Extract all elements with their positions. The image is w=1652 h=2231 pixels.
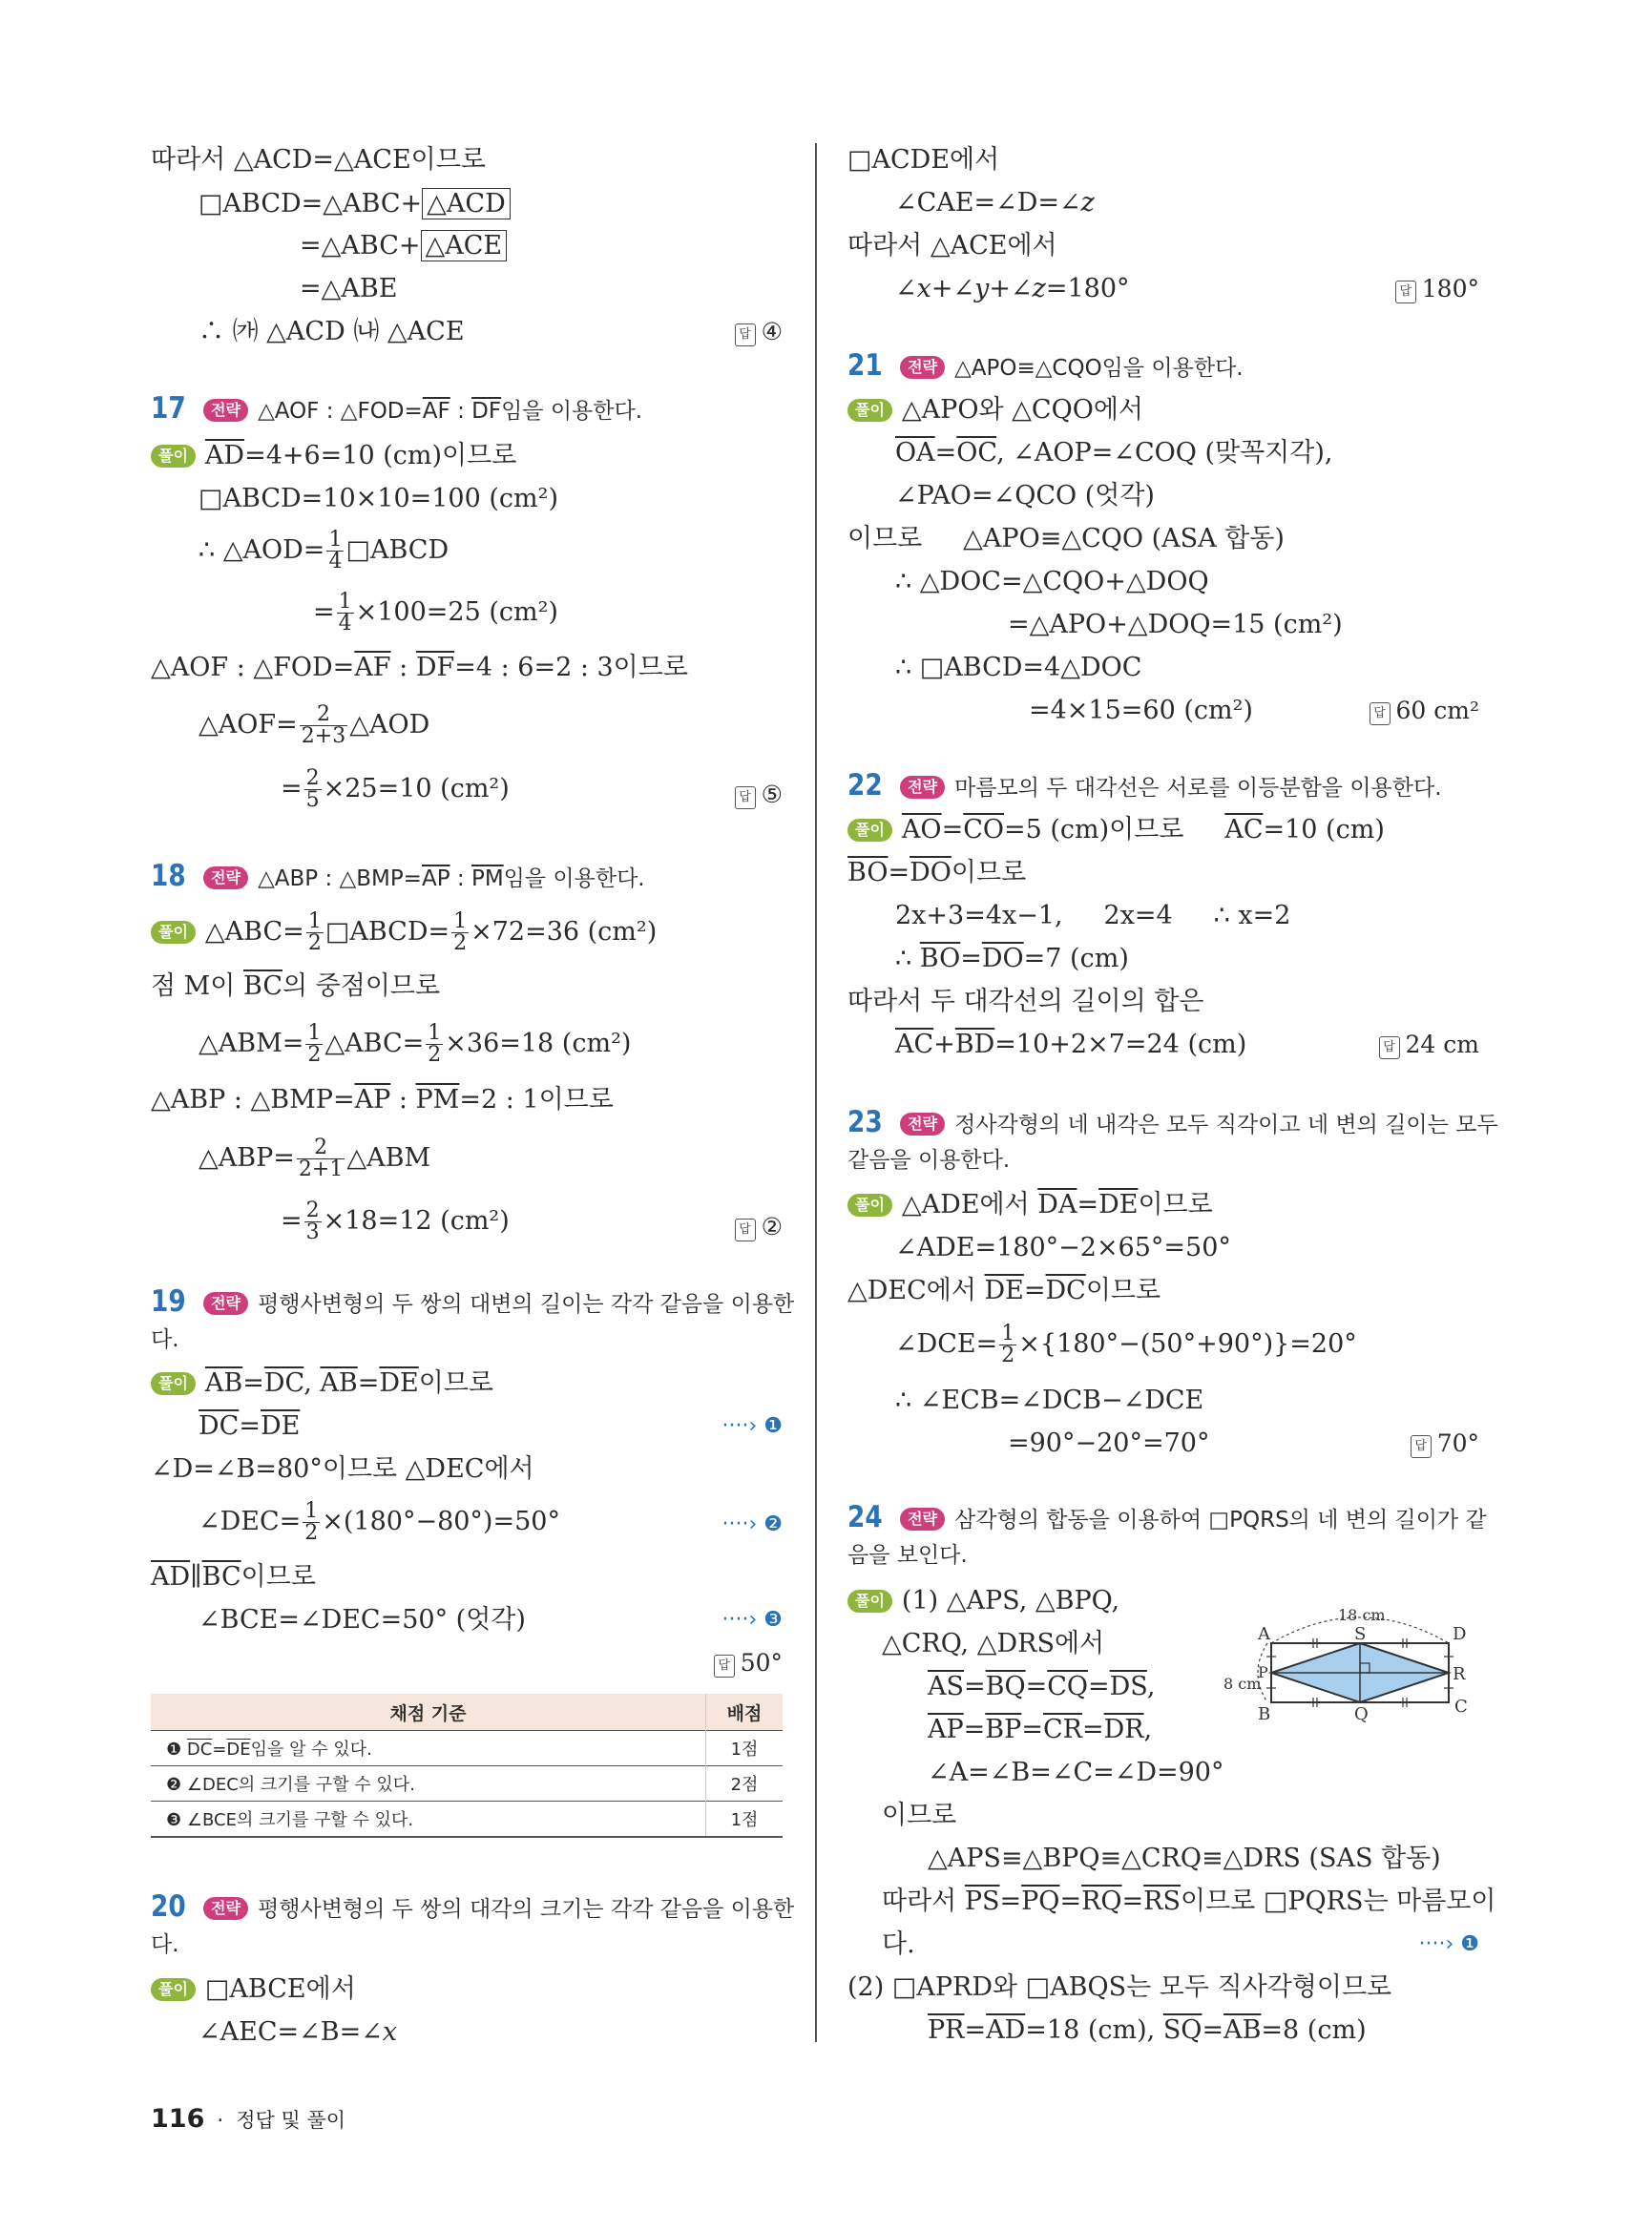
rhombus-figure [1223, 1601, 1479, 1763]
line: 풀이 △APO와 △CQO에서 [847, 393, 1143, 427]
line: = $\frac{2}{5}$ ×25=10 (cm²) [281, 766, 510, 812]
line: ∠D=∠B=80°이므로 △DEC에서 [151, 1454, 534, 1484]
problem-17-header: 17 전략 △AOF : $\triangle FOD=\overline{AF}$ : $\overline{DF}$임을 이용한다. [151, 391, 643, 426]
answer: 답 180° [1395, 272, 1479, 306]
line: 따라서 △ACE에서 [847, 231, 1057, 261]
line: 풀이 $\overline{AO}=\overline{CO}=5$ (cm)이므로 $\overline{AC}=10$ (cm) [847, 813, 1385, 847]
label-a: A [1258, 1624, 1270, 1644]
width-label: 18 cm [1338, 1606, 1386, 1624]
line: △APS≡△BPQ≡△CRQ≡△DRS (SAS 합동) [928, 1844, 1441, 1873]
label-b: B [1258, 1704, 1271, 1724]
label-q: Q [1354, 1704, 1369, 1724]
line: $\overline{AD}\parallel\overline{BC}$이므로 [151, 1562, 316, 1592]
table-row: ❷ ∠DEC의 크기를 구할 수 있다. 2점 [151, 1766, 783, 1802]
step-marker: ····› ❸ [721, 1608, 783, 1632]
page-footer [151, 2104, 345, 2134]
scoring-table [151, 1694, 783, 1838]
line: 같음을 이용한다. [847, 1148, 1011, 1173]
line: 다. [882, 1929, 915, 1959]
answer: 답 24 cm [1379, 1028, 1479, 1062]
footer-title: 정답 및 풀이 [236, 2109, 346, 2132]
line: ∠DCE= $\frac{1}{2}$ ×{180°−(50°+90°)}=20° [895, 1322, 1357, 1367]
answer: 답 ④ [735, 315, 783, 349]
label-s: S [1354, 1624, 1367, 1644]
line: □ACDE에서 [847, 145, 1000, 175]
line: 2x+3=4x−1, 2x=4 ∴ x=2 [895, 901, 1291, 930]
line: ∠BCE=∠DEC=50° (엇각) [199, 1605, 526, 1635]
line: ∴ ㈎ △ACD ㈏ △ACE [199, 317, 465, 346]
line: △DEC에서 $\overline{DE}=\overline{DC}$이므로 [847, 1276, 1161, 1305]
line: 따라서 △ACD=△ACE이므로 [151, 145, 486, 175]
table-row: ❸ ∠BCE의 크기를 구할 수 있다. 1점 [151, 1802, 783, 1838]
line: =4×15=60 (cm²) [1029, 696, 1253, 725]
height-label: 8 cm [1223, 1675, 1262, 1693]
answer-icon: 답 [1411, 1435, 1432, 1458]
line: □ABCD=10×10=100 (cm²) [199, 484, 558, 513]
step-marker: ····› ❶ [1418, 1932, 1479, 1956]
line: ∠x+∠y+∠z=180° [895, 274, 1130, 303]
line: 풀이 (1) △APS, △BPQ, [847, 1584, 1119, 1618]
line: 이므로 △APO≡△CQO (ASA 합동) [847, 524, 1285, 553]
line: =△ABC+ △ACE [300, 229, 507, 263]
line: ∴ ∠ECB=∠DCB−∠DCE [895, 1386, 1204, 1415]
line: ∠CAE=∠D=∠z [895, 188, 1095, 218]
step-marker: ····› ❷ [721, 1512, 783, 1536]
line: 풀이 $\overline{AD}=4+6=10$ (cm)이므로 [151, 439, 516, 473]
answer: 답 60 cm² [1370, 694, 1480, 728]
line: 풀이 $\overline{AB}=\overline{DC}$, $\overline{AB}=\overline{DE}$이므로 [151, 1366, 493, 1401]
answer-icon: 답 [735, 323, 756, 346]
line: 따라서 두 대각선의 길이의 합은 [847, 987, 1204, 1016]
line: $\overline{PR}=\overline{AD}=18$ (cm), $\overline{SQ}=\overline{AB}=8$ (cm) [928, 2015, 1367, 2045]
answer: 답 ② [735, 1210, 783, 1244]
problem-22-header: 22 전략 마름모의 두 대각선은 서로를 이등분함을 이용한다. [847, 768, 1442, 803]
line: 다. [151, 1327, 179, 1352]
line: $\overline{AC}+\overline{BD}=10+2\times 7=24$ (cm) [895, 1030, 1247, 1059]
line: △ABM= $\frac{1}{2}$ △ABC= $\frac{1}{2}$ ×36=18 (cm²) [199, 1021, 632, 1067]
line: $\overline{OA}=\overline{OC}$, ∠AOP=∠COQ (맞꼭지각), [895, 438, 1333, 468]
step-marker: ····› ❶ [721, 1414, 783, 1438]
line: =△APO+△DOQ=15 (cm²) [1008, 610, 1343, 639]
line: ∠DEC= $\frac{1}{2}$ ×(180°−80°)=50° [199, 1499, 560, 1545]
line: =△ABE [300, 274, 398, 303]
problem-21-header: 21 전략 △APO≡△CQO임을 이용한다. [847, 348, 1244, 383]
line: 점 M이 $\overline{BC}$의 중점이므로 [151, 971, 441, 1001]
table-header: 채점 기준 [151, 1694, 706, 1731]
line: 풀이 △ADE에서 $\overline{DA}=\overline{DE}$이므로 [847, 1188, 1213, 1222]
line: $\overline{DC}=\overline{DE}$ [199, 1411, 301, 1441]
line: = $\frac{2}{3}$ ×18=12 (cm²) [281, 1199, 510, 1244]
line: 음을 보인다. [847, 1543, 968, 1568]
line: 따라서 $\overline{PS}=\overline{PQ}=\overline{RQ}=\overline{RS}$이므로 □PQRS는 마름모이 [882, 1887, 1496, 1916]
line: 다. [151, 1932, 179, 1957]
answer: 답 50° [714, 1646, 783, 1680]
label-d: D [1453, 1624, 1467, 1644]
line: △AOF : $\triangle FOD=\overline{AF}$ : $\overline{DF}=4$ : 6=2 : 3이므로 [151, 653, 688, 682]
line: ∴ △DOC=△CQO+△DOQ [895, 567, 1209, 596]
answer-icon: 답 [1370, 702, 1391, 725]
table-row: ❶ $\overline{DC}=\overline{DE}$임을 알 수 있다. 1점 [151, 1731, 783, 1766]
line: □ABCD=△ABC+ △ACD [199, 187, 511, 221]
footer-dot: · [217, 2109, 224, 2132]
line: 풀이 □ABCE에서 [151, 1972, 356, 2007]
line: △CRQ, △DRS에서 [882, 1629, 1105, 1658]
line: 이므로 [882, 1801, 957, 1830]
answer: 답 ⑤ [735, 778, 783, 812]
line: △ABP= $\frac{2}{2+1}$ △ABM [199, 1136, 431, 1181]
line: ∴ □ABCD=4△DOC [895, 653, 1142, 682]
answer-icon: 답 [714, 1655, 735, 1678]
line: ∠AEC=∠B=∠x [199, 2017, 398, 2047]
label-p: P [1258, 1663, 1268, 1681]
answer: 답 70° [1411, 1427, 1479, 1461]
line: =90°−20°=70° [1008, 1428, 1210, 1458]
line: $\overline{AP}=\overline{BP}=\overline{CR}=\overline{DR}$, [928, 1715, 1153, 1744]
problem-20-header: 20 전략 평행사변형의 두 쌍의 대각의 크기는 각각 같음을 이용한 [151, 1889, 795, 1924]
line: △AOF= $\frac{2}{2+3}$ △AOD [199, 702, 430, 748]
line: 풀이 △ABC= $\frac{1}{2}$ □ABCD= $\frac{1}{2}$ ×72=36 (cm²) [151, 911, 657, 954]
label-r: R [1453, 1664, 1466, 1684]
line: $\overline{AS}=\overline{BQ}=\overline{CQ}=\overline{DS}$, [928, 1672, 1156, 1701]
problem-18-header: 18 전략 △ABP : $\triangle BMP=\overline{AP}$ : $\overline{PM}$임을 이용한다. [151, 859, 645, 893]
label-c: C [1454, 1697, 1468, 1717]
table-header: 배점 [706, 1694, 784, 1731]
line: ∴ $\overline{BO}=\overline{DO}=7$ (cm) [895, 944, 1129, 973]
answer-icon: 답 [1395, 281, 1416, 303]
problem-23-header: 23 전략 정사각형의 네 내각은 모두 직각이고 네 변의 길이는 모두 [847, 1105, 1498, 1139]
column-divider [815, 143, 817, 2042]
answer-icon: 답 [735, 1219, 756, 1241]
line: $\overline{BO}=\overline{DO}$이므로 [847, 858, 1027, 887]
line: ∴ △AOD= $\frac{1}{4}$ □ABCD [199, 528, 450, 573]
answer-icon: 답 [1379, 1036, 1400, 1059]
line: = $\frac{1}{4}$ ×100=25 (cm²) [313, 590, 558, 636]
line: (2) □APRD와 □ABQS는 모두 직사각형이므로 [847, 1972, 1392, 2002]
answer-icon: 답 [735, 786, 756, 809]
page-number: 116 [151, 2104, 205, 2134]
line: △ABP : $\triangle BMP=\overline{AP}$ : $\overline{PM}=2$ : 1이므로 [151, 1085, 614, 1115]
line: ∠PAO=∠QCO (엇각) [895, 481, 1155, 511]
problem-19-header: 19 전략 평행사변형의 두 쌍의 대변의 길이는 각각 같음을 이용한 [151, 1284, 795, 1319]
line: ∠ADE=180°−2×65°=50° [895, 1233, 1231, 1262]
problem-24-header: 24 전략 삼각형의 합동을 이용하여 □PQRS의 네 변의 길이가 같 [847, 1500, 1487, 1534]
line: ∠A=∠B=∠C=∠D=90° [928, 1758, 1224, 1787]
